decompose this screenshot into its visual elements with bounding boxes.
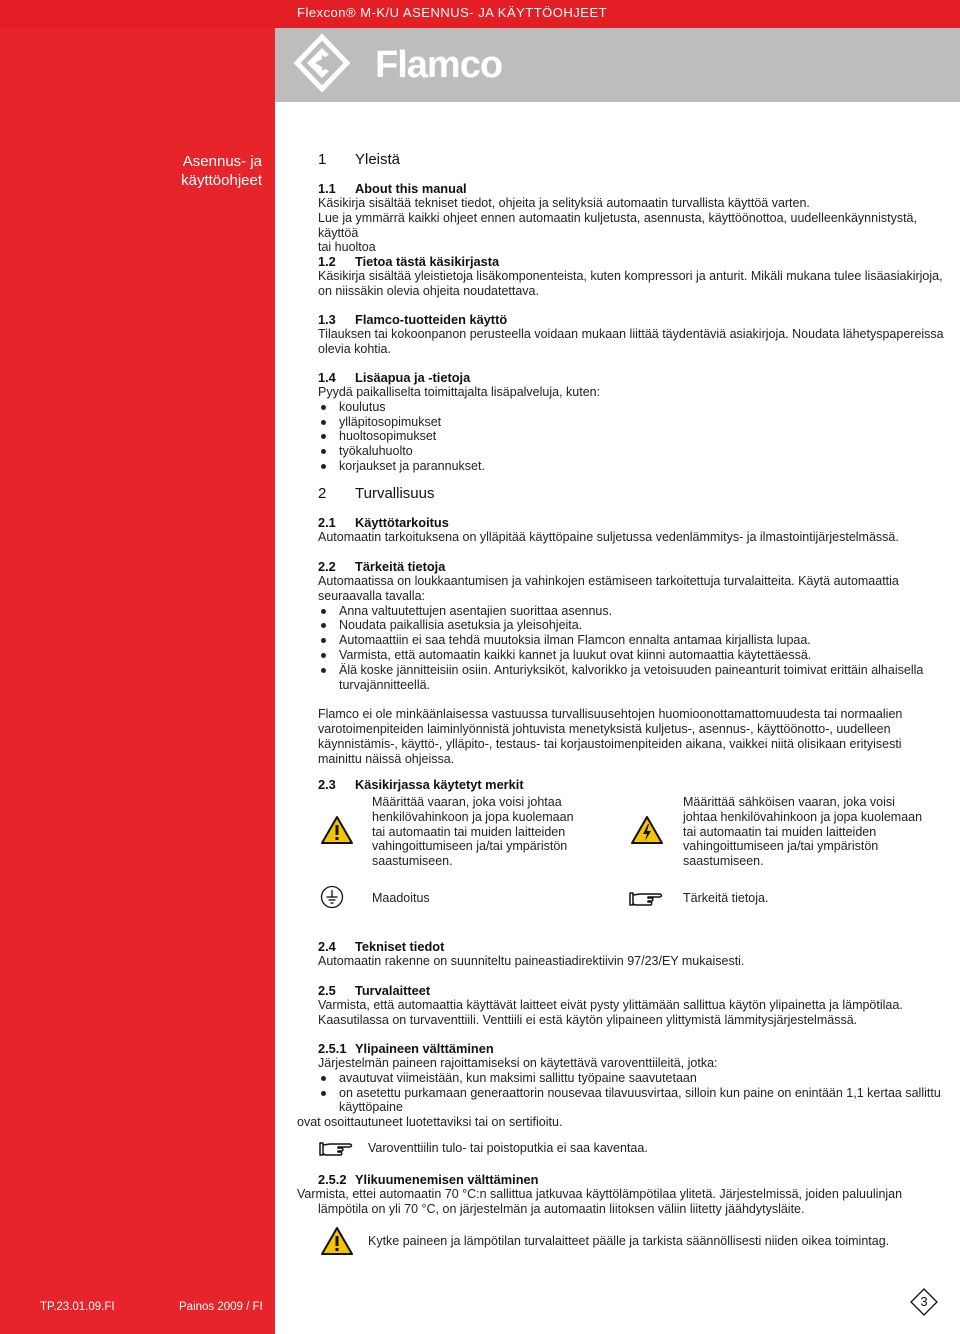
page-number: 3 <box>920 1294 928 1309</box>
top-bar <box>0 0 960 28</box>
section-2-5-heading: 2.5 Turvalaitteet <box>318 983 431 998</box>
section-1-heading: 1 Yleistä <box>318 151 401 168</box>
list-item: Automaattiin ei saa tehdä muutoksia ilman Flamcon ennalta antamaa kirjallista lupaa. <box>318 633 948 648</box>
warning-triangle-icon <box>320 1226 354 1256</box>
valve-note: Varoventtiilin tulo- tai poistoputkia ei saa kaventaa. <box>368 1141 648 1155</box>
section-1-4-heading: 1.4 Lisäapua ja -tietoja <box>318 370 471 385</box>
section-2-5-1-heading: 2.5.1 Ylipaineen välttäminen <box>318 1041 494 1056</box>
section-2-2-heading: 2.2 Tärkeitä tietoja <box>318 559 446 574</box>
ground-label: Maadoitus <box>372 891 430 905</box>
page-number-badge <box>910 1288 938 1316</box>
list-item: huoltosopimukset <box>318 429 600 444</box>
edition: Painos 2009 / FI <box>179 1301 263 1313</box>
section-2-5-1-tail: ovat osoittautuneet luotettaviksi tai on sertifioitu. <box>297 1115 563 1129</box>
list-item: Noudata paikallisia asetuksia ja yleisohjeita. <box>318 618 948 633</box>
section-2-heading: 2 Turvallisuus <box>318 485 435 502</box>
section-1-1-body: Käsikirja sisältää tekniset tiedot, ohjeita ja selityksiä automaatin turvallista käyttöä varten. Lue ja ymmärrä kaikki ohjeet ennen automaatin kuljetusta, asennusta, käyttöönottoa, uudelleenkäynnistystä, käyttöä tai huoltoa <box>318 196 917 255</box>
side-title: Asennus- ja käyttöohjeet <box>181 153 262 189</box>
section-1-3-heading: 1.3 Flamco-tuotteiden käyttö <box>318 312 508 327</box>
section-2-4-heading: 2.4 Tekniset tiedot <box>318 939 445 954</box>
section-1-3-body: Tilauksen tai kokoonpanon perusteella voidaan mukaan liittää täydentäviä asiakirjoja. Noudata lähetyspapereissa olevia kohtia. <box>318 327 944 356</box>
list-item: korjaukset ja parannukset. <box>318 459 600 474</box>
list-item: on asetettu purkamaan generaattorin nousevaa tilavuusvirtaa, silloin kun paine on enintään 1,1 kertaa sallittu käyttöpaine <box>318 1086 948 1116</box>
electrical-hazard-icon <box>630 815 664 845</box>
section-2-5-1-body: Järjestelmän paineen rajoittamiseksi on käytettävä varoventtiileitä, jotka: avautuvat viimeistään, kun maksimi sallittu työpaine saavutetaan on asetettu purkamaan generaattorin nousevaa tilavuusvirtaa, silloin kun paine on enintään 1,1 kertaa sallittu käyttöpaine <box>318 1056 948 1115</box>
list-item: ylläpitosopimukset <box>318 415 600 430</box>
ground-icon <box>320 885 344 909</box>
left-red-column <box>0 28 275 1334</box>
section-2-5-2-body: Varmista, ettei automaatin 70 °C:n sallittua jatkuvaa käyttölämpötilaa ylitetä. Järjestelmissä, joiden paluulinjan lämpötila on yli 70 °C, on järjestelmän ja automaatin liitoksen väliin liitetty jäähdytysläite. <box>297 1187 903 1216</box>
section-2-5-2-heading: 2.5.2 Ylikuumenemisen välttäminen <box>318 1172 539 1187</box>
section-2-2-body: Automaatissa on loukkaantumisen ja vahinkojen estämiseen tarkoitettuja turvalaitteita. Käytä automaattia seuraavalla tavalla: Anna valtuutettujen asentajien suorittaa asennus. Noudata paikallisia asetuksia ja yleisohjeita. Automaattiin ei saa tehdä muutoksia ilman Flamcon ennalta antamaa kirjallista lupaa. Varmista, että automaatin kaikki kannet ja luukut ovat kiinni automaattia käytettäessä. Älä koske jännitteisiin osiin. Anturiyksiköt, kalvorikko ja vetoisuuden paineanturit toimivat erittäin alhaisella turvajännitteellä. Flamco ei ole minkäänlaisessa vastuussa turvallisuusehtojen huomioonottamattomuudesta tai normaalien varotoimenpiteiden laiminlyönnistä johtuvista menetyksistä kuljetus-, asennus-, käyttöönotto-, uudelleen käynnistämis-, käyttö-, ylläpito-, testaus- tai korjaustoimenpiteiden aikana, vaikkei niitä olisikaan erityisesti mainittu näissä ohjeissa. <box>318 574 948 767</box>
section-2-3-heading: 2.3 Käsikirjassa käytetyt merkit <box>318 777 524 792</box>
flamco-logo-icon <box>293 33 351 97</box>
document-code: TP.23.01.09.FI <box>40 1301 115 1313</box>
section-1-2-body: Käsikirja sisältää yleistietoja lisäkomponenteista, kuten kompressori ja anturit. Mikäli mukana tulee lisäasiakirjoja, on niissäkin olevia ohjeita noudatettava. <box>318 269 943 298</box>
safety-warning: Kytke paineen ja lämpötilan turvalaitteet päälle ja tarkista säännöllisesti niiden oikea toimintag. <box>368 1234 890 1248</box>
list-item: avautuvat viimeistään, kun maksimi sallittu työpaine saavutetaan <box>318 1071 948 1086</box>
section-2-5-body: Varmista, että automaattia käyttävät laitteet eivät pysty ylittämään sallittua käytön ylipainetta ja lämpötilaa. Kaasutilassa on turvaventtiili. Venttiili ei estä käytön ylipaineen ylittymistä lämmitysjärjestelmässä. <box>318 998 903 1027</box>
section-2-4-body: Automaatin rakenne on suunniteltu paineastiadirektiivin 97/23/EY mukaisesti. <box>318 954 745 968</box>
brand-logo-text: Flamco <box>375 44 503 86</box>
list-item: Varmista, että automaatin kaikki kannet ja luukut ovat kiinni automaattia käytettäessä. <box>318 648 948 663</box>
running-title: Flexcon® M-K/U ASENNUS- JA KÄYTTÖOHJEET <box>297 5 608 20</box>
section-1-1-heading: 1.1 About this manual <box>318 181 467 196</box>
list-item: koulutus <box>318 400 600 415</box>
pointing-hand-icon <box>318 1140 354 1158</box>
electrical-symbol-description: Määrittää sähköisen vaaran, joka voisi johtaa henkilövahinkoon ja jopa kuolemaan tai automaatin tai muiden laitteiden vahingoittumiseen ja/tai ympäristön saastumiseen. <box>683 795 923 869</box>
list-item: Anna valtuutettujen asentajien suorittaa asennus. <box>318 604 948 619</box>
pointing-hand-icon <box>628 890 664 908</box>
services-list <box>318 400 600 474</box>
section-2-1-heading: 2.1 Käyttötarkoitus <box>318 515 449 530</box>
list-item: työkaluhuolto <box>318 444 600 459</box>
liability-paragraph: Flamco ei ole minkäänlaisessa vastuussa turvallisuusehtojen huomioonottamattomuudesta tai normaalien varotoimenpiteiden laiminlyönnistä johtuvista menetyksistä kuljetus-, asennus-, käyttöönotto-, uudelleen käynnistämis-, käyttö-, ylläpito-, testaus- tai korjaustoimenpiteiden aikana, vaikkei niitä olisikaan erityisesti mainittu näissä ohjeissa. <box>318 707 903 766</box>
warning-triangle-icon <box>320 815 354 845</box>
section-1-4-body: Pyydä paikalliselta toimittajalta lisäpalveluja, kuten: koulutus ylläpitosopimukset huoltosopimukset työkaluhuolto korjaukset ja parannukset. <box>318 385 601 473</box>
list-item: Älä koske jännitteisiin osiin. Anturiyksiköt, kalvorikko ja vetoisuuden paineanturit toimivat erittäin alhaisella turvajännitteellä. <box>318 663 948 693</box>
section-1-2-heading: 1.2 Tietoa tästä käsikirjasta <box>318 254 500 269</box>
hand-label: Tärkeitä tietoja. <box>683 891 769 905</box>
section-2-1-body: Automaatin tarkoituksena on ylläpitää käyttöpaine suljetussa vedenlämmitys- ja ilmastointijärjestelmässä. <box>318 530 899 544</box>
warning-symbol-description: Määrittää vaaran, joka voisi johtaa henkilövahinkoon ja jopa kuolemaan tai automaatin tai muiden laitteiden vahingoittumiseen ja/tai ympäristön saastumiseen. <box>372 795 574 869</box>
